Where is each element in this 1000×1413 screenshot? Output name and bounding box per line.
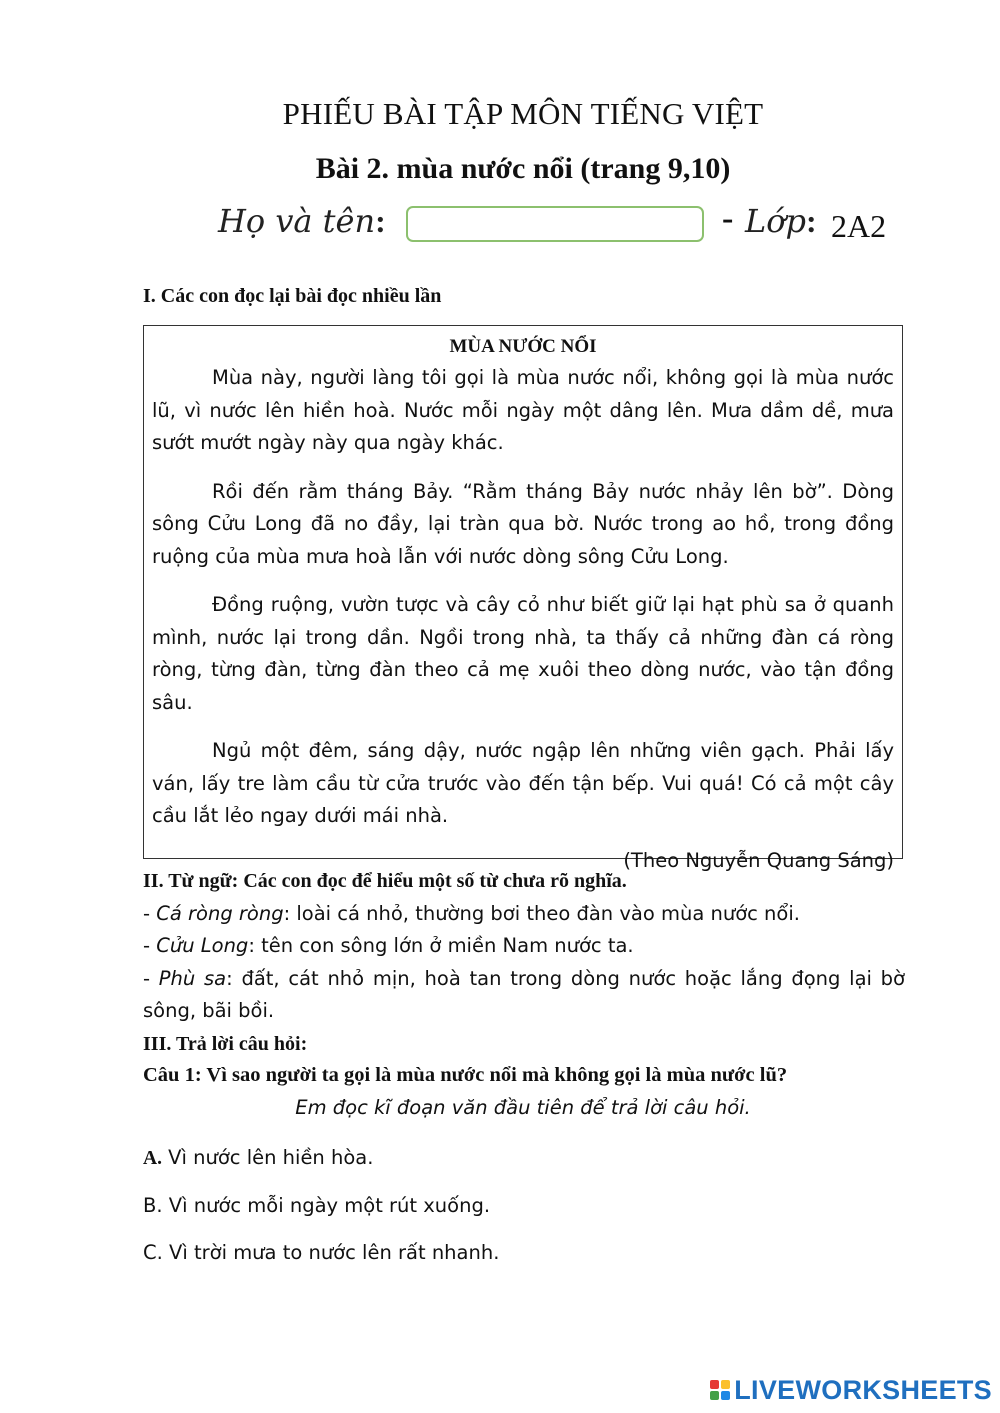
reading-paragraph: Rồi đến rằm tháng Bảy. “Rằm tháng Bảy nước nhảy lên bờ”. Dòng sông Cửu Long đã no đầy, lại tràn qua bờ. Nước trong ao hồ, trong đồng ruộng của mùa mưa hoà lẫn với nước dòng sông Cửu Long. [152,479,894,568]
logo-square [710,1380,719,1389]
section-2-heading: II. Từ ngữ: Các con đọc để hiểu một số từ chưa rõ nghĩa. [143,870,627,892]
answer-option-c[interactable] [143,1241,499,1264]
section-3-heading: III. Trả lời câu hỏi: [143,1033,308,1055]
vocab-term: Phù sa [158,967,227,990]
logo-square [710,1391,719,1400]
vocab-term: Cá ròng ròng [156,902,284,925]
vocab-term: Cửu Long [156,934,249,957]
logo-square [721,1380,730,1389]
option-letter: A. [143,1148,162,1169]
lesson-subtitle: Bài 2. mùa nước nổi (trang 9,10) [315,152,731,185]
vocab-item: - Cửu Long: tên con sông lớn ở miền Nam nước ta. [143,934,634,957]
option-text: Vì nước mỗi ngày một rút xuống. [162,1194,491,1217]
student-name-input[interactable] [406,206,704,242]
option-text: Vì nước lên hiền hòa. [161,1146,374,1169]
reading-title: MÙA NƯỚC NỔI [449,336,597,357]
answer-option-b[interactable] [143,1194,490,1217]
name-label: Họ và tên: [218,202,386,240]
section-1-heading: I. Các con đọc lại bài đọc nhiều lần [143,285,442,307]
question-hint: Em đọc kĩ đoạn văn đầu tiên để trả lời câu hỏi. [295,1096,751,1119]
question-1: Câu 1: Vì sao người ta gọi là mùa nước nổi mà không gọi là mùa nước lũ? [143,1064,788,1086]
reading-paragraph: Mùa này, người làng tôi gọi là mùa nước nổi, không gọi là mùa nước lũ, vì nước lên hiền hoà. Nước mỗi ngày một dâng lên. Mưa dầm dề, mưa sướt mướt ngày này qua ngày khác. [152,366,894,454]
liveworksheets-brand [710,1373,992,1407]
logo-square [721,1391,730,1400]
class-dash: - [722,200,734,237]
class-value: 2A2 [831,208,887,244]
vocab-item: - Cá ròng ròng: loài cá nhỏ, thường bơi theo đàn vào mùa nước nổi. [143,902,800,925]
class-label: Lớp: [745,202,817,240]
option-letter: B. [143,1194,163,1217]
student-info-row [0,198,1000,258]
reading-paragraph: Ngủ một đêm, sáng dậy, nước ngập lên những viên gạch. Phải lấy ván, lấy tre làm cầu từ cửa trước vào đến tận bếp. Vui quá! Có cả một cây cầu lắt lẻo ngay dưới mái nhà. [152,739,894,827]
liveworksheets-logo-icon [710,1380,730,1400]
option-text: Vì trời mưa to nước lên rất nhanh. [162,1241,500,1264]
brand-name: LIVEWORKSHEETS [734,1374,992,1405]
reading-passage-box [143,325,903,872]
answer-option-a[interactable] [143,1146,373,1170]
page-title: PHIẾU BÀI TẬP MÔN TIẾNG VIỆT [282,96,764,131]
option-letter: C. [143,1241,163,1264]
reading-paragraph: Đồng ruộng, vườn tược và cây cỏ như biết giữ lại hạt phù sa ở quanh mình, nước lại trong dần. Ngồi trong nhà, ta thấy cả những đàn cá ròng ròng, từng đàn, từng đàn theo cả mẹ xuôi theo dòng nước, vào tận đồng sâu. [152,593,894,714]
vocab-item: - Phù sa: đất, cát nhỏ mịn, hoà tan trong dòng nước hoặc lắng đọng lại bờ sông, bãi bồi. [143,967,905,1022]
reading-source: (Theo Nguyễn Quang Sáng) [623,848,894,872]
